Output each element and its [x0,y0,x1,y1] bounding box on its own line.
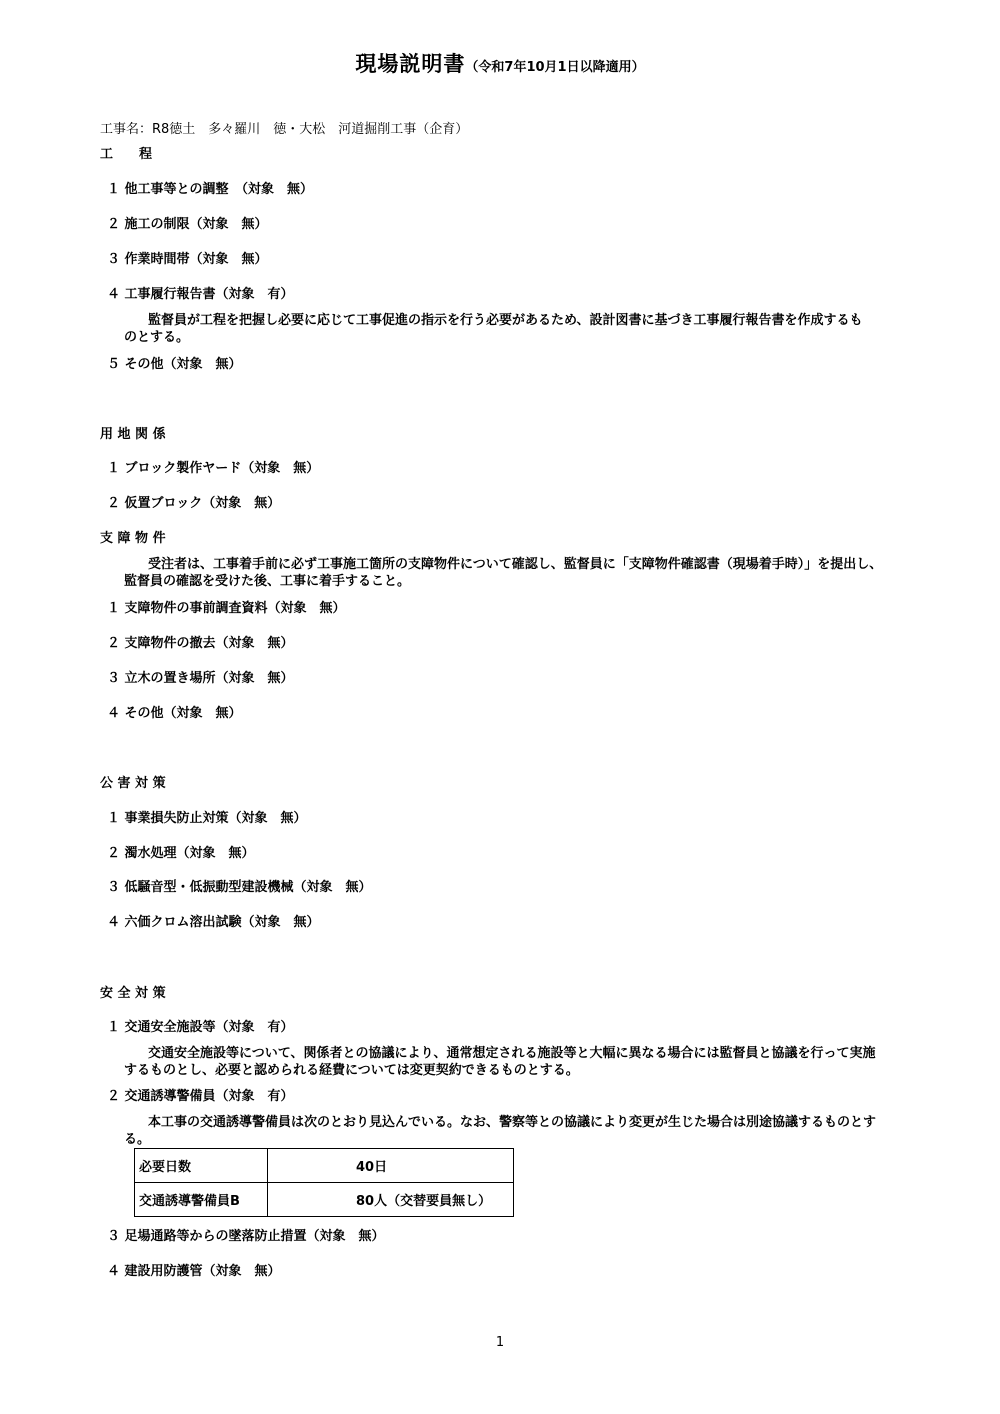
land-item-2: ２ 仮置ブロック（対象 無） [107,496,281,511]
obstacles-item-2: ２ 支障物件の撤去（対象 無） [107,636,294,651]
table-cell-label: 必要日数 [135,1149,268,1183]
document-title [0,48,1000,78]
table-cell-label: 交通誘導警備員B [135,1183,268,1217]
schedule-item-5: ５ その他（対象 無） [107,357,242,372]
safety-item-4: ４ 建設用防護管（対象 無） [107,1264,281,1279]
section-heading-land: 用 地 関 係 [100,427,166,442]
section-heading-obstacles: 支 障 物 件 [100,531,166,546]
pollution-item-4: ４ 六価クロム溶出試験（対象 無） [107,915,320,930]
section-heading-safety: 安 全 対 策 [100,986,166,1001]
table-cell-value: 80人（交替要員無し） [268,1183,514,1217]
table-cell-value: 40日 [268,1149,514,1183]
table-row [135,1149,514,1183]
safety-note-1: 交通安全施設等について、関係者との協議により、通常想定される施設等と大幅に異なる場合には監督員と協議を行って実施するものとし、必要と認められる経費については変更契約できるものとする。 [124,1046,876,1078]
obstacles-item-4: ４ その他（対象 無） [107,706,242,721]
obstacles-intro: 受注者は、工事着手前に必ず工事施工箇所の支障物件について確認し、監督員に「支障物件確認書（現場着手時）」を提出し、監督員の確認を受けた後、工事に着手すること。 [124,557,883,589]
pollution-item-1: １ 事業損失防止対策（対象 無） [107,811,307,826]
safety-item-3: ３ 足場通路等からの墜落防止措置（対象 無） [107,1229,385,1244]
land-item-1: １ ブロック製作ヤード（対象 無） [107,461,320,476]
schedule-item-1: １ 他工事等との調整 （対象 無） [107,182,314,197]
section-heading-pollution: 公 害 対 策 [100,776,166,791]
page-number: 1 [495,1335,505,1350]
guard-table [134,1148,514,1217]
pollution-item-2: ２ 濁水処理（対象 無） [107,846,255,861]
title-sub: （令和7年10月1日以降適用） [465,60,645,75]
schedule-item-2: ２ 施工の制限（対象 無） [107,217,268,232]
schedule-item-4: ４ 工事履行報告書（対象 有） [107,287,294,302]
pollution-item-3: ３ 低騒音型・低振動型建設機械（対象 無） [107,880,372,895]
section-heading-schedule: 工 程 [100,147,153,162]
table-row [135,1183,514,1217]
schedule-item-3: ３ 作業時間帯（対象 無） [107,252,268,267]
safety-note-2: 本工事の交通誘導警備員は次のとおり見込んでいる。なお、警察等との協議により変更が生じた場合は別途協議するものとする。 [124,1115,877,1147]
obstacles-item-3: ３ 立木の置き場所（対象 無） [107,671,294,686]
project-name: 工事名：R8徳土 多々羅川 徳・大松 河道掘削工事（企育） [100,122,469,137]
safety-item-2: ２ 交通誘導警備員（対象 有） [107,1089,294,1104]
schedule-note-4: 監督員が工程を把握し必要に応じて工事促進の指示を行う必要があるため、設計図書に基づき工事履行報告書を作成するものとする。 [124,313,863,345]
safety-item-1: １ 交通安全施設等（対象 有） [107,1020,294,1035]
obstacles-item-1: １ 支障物件の事前調査資料（対象 無） [107,601,346,616]
title-main: 現場説明書 [355,52,466,76]
